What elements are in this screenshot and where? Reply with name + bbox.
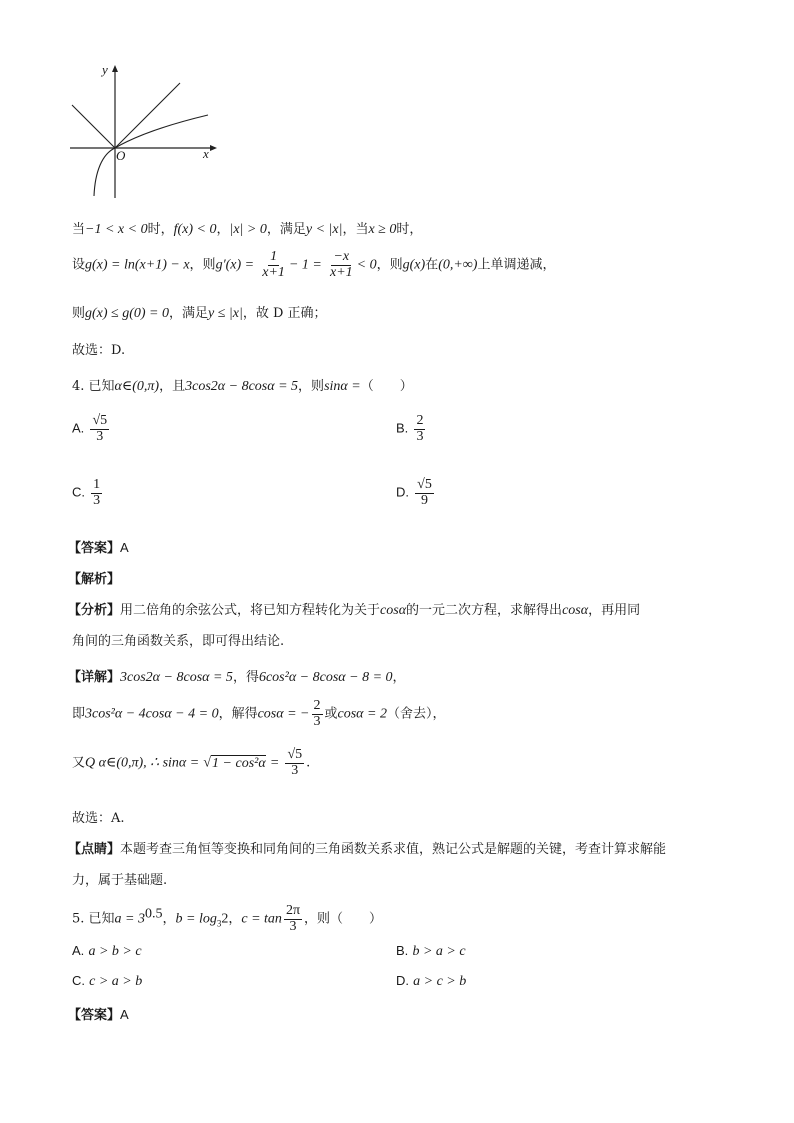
q4-option-c: C. $\frac{1}{3}$ — [72, 477, 101, 508]
prev-answer: 故选：D. — [72, 343, 126, 358]
q4-fenxi-line-1: 【分析】用二倍角的余弦公式，将已知方程转化为关于cosα的一元二次方程，求解得出cosα，再用同 — [68, 603, 641, 618]
q4-analysis-tag: 【解析】 — [68, 572, 121, 587]
q4-dianjing-line-1: 【点睛】本题考查三角恒等变换和同角间的三角函数关系求值，熟记公式是解题的关键，考查计算求解能 — [68, 842, 667, 857]
q5-answer: 【答案】A — [68, 1007, 129, 1023]
y-axis-label: y — [102, 62, 108, 77]
q4-detail-line-3: 又Q α∈(0,π), ∴ sinα = √1 − cos²α = $\frac{√5}{3}$ . — [72, 747, 311, 778]
y-axis-arrow — [112, 65, 118, 72]
q5-option-d: D. a > c > b — [396, 973, 467, 989]
prev-line-1: 当−1 < x < 0时，f(x) < 0，|x| > 0，满足y < |x|，当x ≥ 0时， — [72, 222, 423, 237]
q4-stem: 4. 已知α∈(0,π)，且3cos2α − 8cosα = 5，则sinα =（ ） — [72, 379, 413, 394]
q5-option-b: B. b > a > c — [396, 943, 466, 959]
x-axis-label: x — [203, 146, 209, 161]
prev-line-2: 设g(x) = ln(x+1) − x，则g′(x) = $\frac{1}{x+1}$ − 1 = $\frac{-x}{x+1}$ < 0，则g(x)在(0,+∞)上单调递减， — [72, 249, 556, 280]
q5-stem: 5. 已知$a = 3^{0.5}$，$b = \log_32$，c = tan $\frac{2\pi}{3}$ ，则（ ） — [72, 903, 383, 934]
q4-fenxi-line-2: 角间的三角函数关系，即可得出结论. — [72, 634, 285, 649]
q4-choose: 故选：A. — [72, 811, 125, 826]
function-graph — [62, 62, 222, 204]
function-curve — [94, 115, 208, 196]
q4-option-a: A. $\frac{√5}{3}$ — [72, 413, 108, 444]
q5-option-c: C. c > a > b — [72, 973, 143, 989]
q4-option-b: B. $\frac{2}{3}$ — [396, 413, 424, 444]
q4-detail-line-2: 即3cos²α − 4cosα − 4 = 0，解得cosα = − $\frac{2}{3}$ 或cosα = 2（舍去）， — [72, 698, 446, 729]
q4-detail-line-1: 【详解】3cos2α − 8cosα = 5，得6cos²α − 8cosα − 8 = 0， — [68, 670, 406, 685]
q4-answer: 【答案】A — [68, 540, 129, 556]
q4-option-d: D. $\frac{√5}{9}$ — [396, 477, 432, 508]
abs-x-line — [72, 83, 180, 148]
q5-option-a: A. a > b > c — [72, 943, 142, 959]
origin-label: O — [116, 148, 126, 163]
q4-dianjing-line-2: 力，属于基础题. — [72, 873, 168, 888]
prev-line-3: 则g(x) ≤ g(0) = 0，满足y ≤ |x|，故 D 正确； — [72, 306, 327, 321]
x-axis-arrow — [210, 145, 217, 151]
